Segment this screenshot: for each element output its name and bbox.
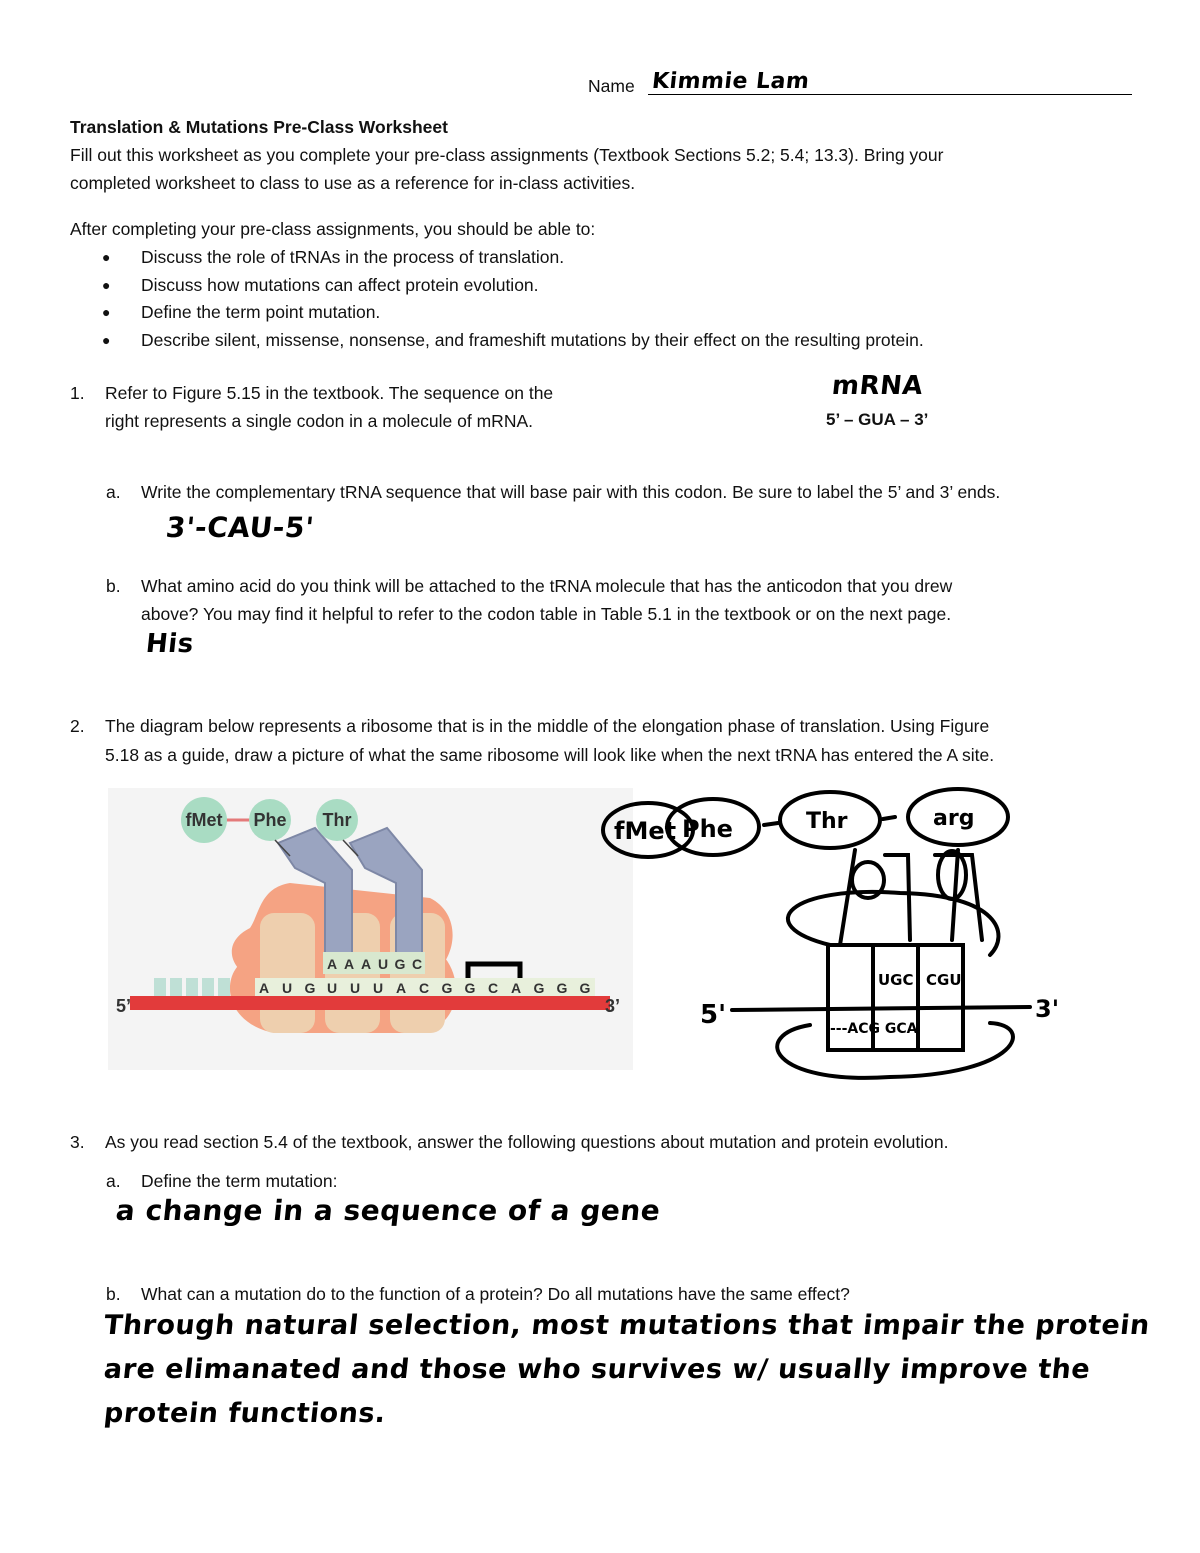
anticodon-letter: C: [411, 956, 423, 972]
mrna-letter: A: [395, 980, 407, 996]
drawn-aa-label: Thr: [806, 809, 848, 834]
name-label: Name: [588, 76, 635, 96]
q3a-text: Define the term mutation:: [141, 1171, 338, 1191]
q1a-answer: 3'-CAU-5': [164, 511, 316, 544]
q3b-answer-line-1: Through natural selection, most mutations that impair the protein: [102, 1310, 1152, 1341]
student-drawing: [614, 775, 1070, 1090]
objectives-lead: After completing your pre-class assignments, you should be able to:: [70, 219, 596, 239]
q3-number: 3.: [70, 1132, 85, 1152]
q3a-answer: a change in a sequence of a gene: [114, 1194, 663, 1227]
q1b-text-line-1: What amino acid do you think will be attached to the tRNA molecule that has the anticodon that you drew: [141, 576, 953, 596]
q1-text-line-2: right represents a single codon in a molecule of mRNA.: [105, 411, 533, 431]
mrna-letter: C: [487, 980, 499, 996]
q3b-answer-line-3: protein functions.: [102, 1398, 388, 1429]
q2-number: 2.: [70, 716, 85, 736]
objective-item: Describe silent, missense, nonsense, and frameshift mutations by their effect on the resulting protein.: [141, 330, 924, 350]
amino-acid-label: Phe: [253, 810, 287, 830]
mrna-letter: G: [556, 980, 568, 996]
amino-acid-label: fMet: [185, 810, 223, 830]
objective-item: Discuss how mutations can affect protein evolution.: [141, 275, 539, 295]
anticodon-letter: G: [394, 956, 406, 972]
bullet-icon: ●: [102, 277, 111, 293]
name-line: [648, 94, 1132, 95]
bullet-icon: ●: [102, 249, 111, 265]
codon-sequence: 5’ – GUA – 3’: [826, 410, 929, 429]
mrna-leading-bases: [154, 978, 230, 996]
drawn-site: [918, 945, 963, 1050]
name-value: Kimmie Lam: [650, 69, 811, 94]
q1b-text-line-2: above? You may find it helpful to refer to the codon table in Table 5.1 in the textbook or on the next page.: [141, 604, 952, 624]
three-prime-label: 3’: [605, 996, 621, 1016]
anticodon-letter: A: [326, 956, 338, 972]
q3b-letter: b.: [106, 1284, 121, 1304]
mrna-letter: U: [326, 980, 338, 996]
drawn-aa-label: fMet: [614, 817, 677, 845]
bullet-icon: ●: [102, 304, 111, 320]
e-site-slot: [260, 913, 315, 1033]
q1a-text: Write the complementary tRNA sequence that will base pair with this codon. Be sure to label the 5’ and 3’ ends.: [141, 482, 1001, 502]
drawn-three-prime: 3': [1035, 995, 1060, 1023]
drawn-aa-label: Phe: [682, 815, 733, 843]
mrna-letter: C: [418, 980, 430, 996]
anticodon-box: [323, 952, 425, 974]
drawn-codons: ---ACG GCA: [830, 1021, 918, 1037]
mrna-letter: G: [533, 980, 545, 996]
mrna-strand: [130, 996, 610, 1010]
anticodon-letter: A: [343, 956, 355, 972]
drawn-bond: [883, 817, 895, 819]
bullet-icon: ●: [102, 332, 111, 348]
mrna-letter: U: [372, 980, 384, 996]
drawn-anticodon: CGU: [926, 971, 962, 989]
q2-text-line-1: The diagram below represents a ribosome that is in the middle of the elongation phase of translation. Using Figure: [105, 716, 990, 736]
q1-number: 1.: [70, 383, 85, 403]
q3b-text: What can a mutation do to the function of a protein? Do all mutations have the same effect?: [141, 1284, 850, 1304]
q1b-letter: b.: [106, 576, 121, 596]
q3-text: As you read section 5.4 of the textbook, answer the following questions about mutation and protein evolution.: [105, 1132, 949, 1152]
q2-text-line-2: 5.18 as a guide, draw a picture of what the same ribosome will look like when the next tRNA has entered the A site.: [105, 745, 995, 765]
mrna-letter: G: [441, 980, 453, 996]
drawn-bond: [764, 823, 778, 825]
anticodon-letter: A: [360, 956, 372, 972]
q1b-answer: His: [144, 629, 196, 659]
mrna-handwritten-label: mRNA: [830, 371, 925, 401]
five-prime-label: 5’: [116, 996, 132, 1016]
q1a-letter: a.: [106, 482, 121, 502]
drawn-five-prime: 5': [700, 1000, 727, 1030]
worksheet-title: Translation & Mutations Pre-Class Worksheet: [70, 117, 448, 137]
objective-item: Define the term point mutation.: [141, 302, 381, 322]
drawn-anticodon: UGC: [878, 971, 914, 989]
mrna-letter: G: [464, 980, 476, 996]
drawn-trna-loop: [938, 851, 966, 899]
q3a-letter: a.: [106, 1171, 121, 1191]
mrna-letter: G: [579, 980, 591, 996]
intro-line-1: Fill out this worksheet as you complete your pre-class assignments (Textbook Sections 5.2; 5.4; 13.3). Bring your: [70, 145, 944, 165]
mrna-letter: G: [304, 980, 316, 996]
intro-line-2: completed worksheet to class to use as a reference for in-class activities.: [70, 173, 636, 193]
q3b-answer-line-2: are elimanated and those who survives w/ usually improve the: [102, 1354, 1092, 1385]
drawn-aa-label: arg: [933, 806, 975, 831]
mrna-letter: U: [349, 980, 361, 996]
mrna-letter: A: [258, 980, 270, 996]
objective-item: Discuss the role of tRNAs in the process of translation.: [141, 247, 565, 267]
mrna-letter: A: [510, 980, 522, 996]
amino-acid-label: Thr: [322, 810, 352, 830]
q1-text-line-1: Refer to Figure 5.15 in the textbook. The sequence on the: [105, 383, 554, 403]
anticodon-letter: U: [377, 956, 389, 972]
drawn-mrna-line: [732, 1007, 1030, 1010]
ribosome-figure: [100, 788, 640, 1073]
mrna-letter: U: [281, 980, 293, 996]
